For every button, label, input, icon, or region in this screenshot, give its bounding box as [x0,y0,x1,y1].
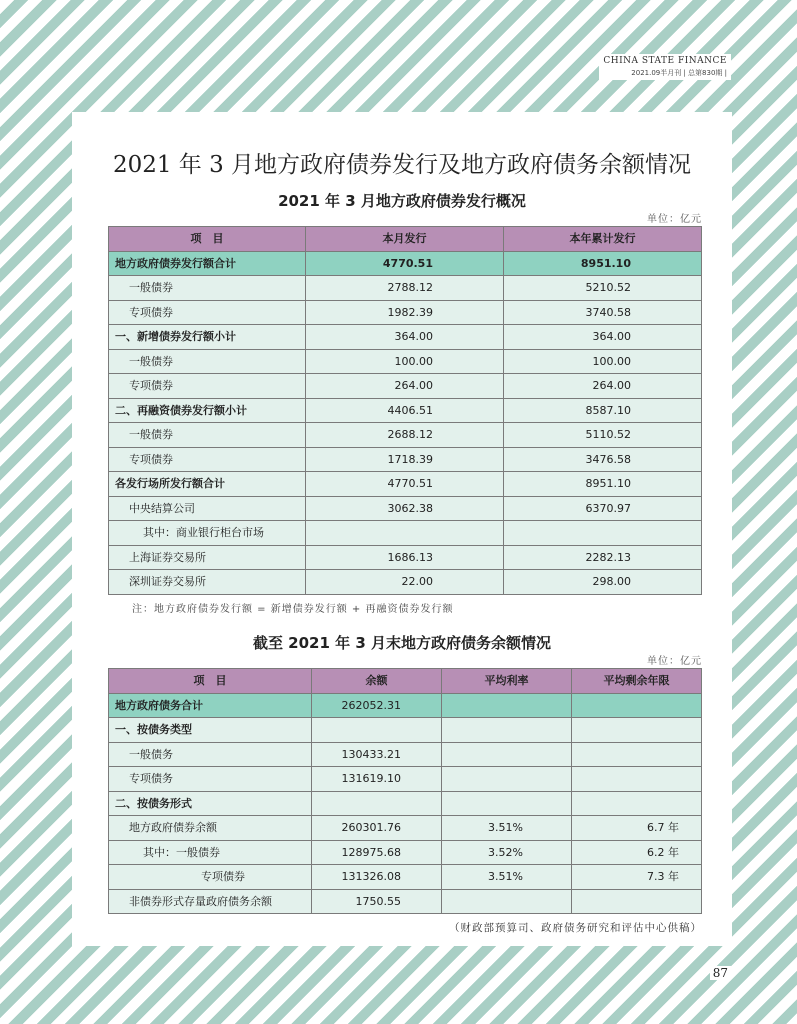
issue-info: 2021.09半月刊 | 总第830期 | [631,69,727,77]
ytd-value: 3740.58 [504,300,702,325]
month-value: 4770.51 [306,472,504,497]
table-header-row [109,669,702,694]
table-row [109,496,702,521]
ytd-value: 5110.52 [504,423,702,448]
years-value [572,791,702,816]
row-label: 专项债券 [109,447,306,472]
row-label: 地方政府债务合计 [109,693,312,718]
table-row [109,349,702,374]
ytd-value: 264.00 [504,374,702,399]
row-label: 专项债券 [109,865,312,890]
month-value: 1718.39 [306,447,504,472]
table1-unit: 单位：亿元 [647,214,702,225]
content-panel [72,112,732,946]
table-row [109,693,702,718]
rate-value: 3.52% [442,840,572,865]
page-title: 2021 年 3 月地方政府债券发行及地方政府债务余额情况 [112,152,692,178]
column-header: 项 目 [109,227,306,252]
row-label: 中央结算公司 [109,496,306,521]
table2-title: 截至 2021 年 3 月末地方政府债务余额情况 [252,634,552,652]
month-value: 364.00 [306,325,504,350]
rate-value [442,791,572,816]
years-value [572,718,702,743]
table-row [109,447,702,472]
table2-unit: 单位：亿元 [647,656,702,667]
table-row [109,816,702,841]
month-value: 264.00 [306,374,504,399]
month-value [306,521,504,546]
row-label: 一般债券 [109,423,306,448]
ytd-value: 364.00 [504,325,702,350]
row-label: 其中：商业银行柜台市场 [109,521,306,546]
table-row [109,521,702,546]
month-value: 100.00 [306,349,504,374]
masthead [599,54,731,80]
table-row [109,251,702,276]
month-value: 22.00 [306,570,504,595]
rate-value [442,889,572,914]
row-label: 专项债券 [109,374,306,399]
ytd-value: 3476.58 [504,447,702,472]
row-label: 一般债券 [109,276,306,301]
row-label: 二、再融资债券发行额小计 [109,398,306,423]
years-value [572,742,702,767]
rate-value [442,718,572,743]
table-row [109,791,702,816]
ytd-value: 8951.10 [504,251,702,276]
rate-value: 3.51% [442,816,572,841]
table-row [109,840,702,865]
ytd-value: 8587.10 [504,398,702,423]
column-header: 余额 [312,669,442,694]
table-row [109,742,702,767]
debt-balance-table [108,668,702,914]
table-row [109,865,702,890]
rate-value [442,693,572,718]
page-number: 87 [710,966,731,980]
balance-value [312,718,442,743]
column-header: 项 目 [109,669,312,694]
row-label: 一般债券 [109,349,306,374]
table-row [109,767,702,792]
row-label: 上海证券交易所 [109,545,306,570]
row-label: 一、新增债券发行额小计 [109,325,306,350]
ytd-value: 6370.97 [504,496,702,521]
column-header: 平均剩余年限 [572,669,702,694]
table-row [109,374,702,399]
row-label: 专项债券 [109,300,306,325]
balance-value: 130433.21 [312,742,442,767]
month-value: 1982.39 [306,300,504,325]
month-value: 1686.13 [306,545,504,570]
table-row [109,300,702,325]
table-header-row [109,227,702,252]
rate-value: 3.51% [442,865,572,890]
table-row [109,398,702,423]
table-row [109,718,702,743]
issuance-table [108,226,702,595]
years-value: 6.7 年 [572,816,702,841]
table-row [109,325,702,350]
years-value: 6.2 年 [572,840,702,865]
month-value: 4406.51 [306,398,504,423]
table-row [109,545,702,570]
month-value: 2688.12 [306,423,504,448]
table-row [109,570,702,595]
years-value [572,767,702,792]
row-label: 一般债务 [109,742,312,767]
ytd-value: 5210.52 [504,276,702,301]
month-value: 4770.51 [306,251,504,276]
column-header: 本年累计发行 [504,227,702,252]
years-value: 7.3 年 [572,865,702,890]
row-label: 地方政府债券余额 [109,816,312,841]
row-label: 专项债务 [109,767,312,792]
balance-value: 131326.08 [312,865,442,890]
table-row [109,276,702,301]
magazine-brand: CHINA STATE FINANCE [603,56,727,66]
row-label: 深圳证券交易所 [109,570,306,595]
column-header: 本月发行 [306,227,504,252]
row-label: 一、按债务类型 [109,718,312,743]
balance-value: 1750.55 [312,889,442,914]
balance-value: 131619.10 [312,767,442,792]
month-value: 3062.38 [306,496,504,521]
balance-value [312,791,442,816]
ytd-value: 100.00 [504,349,702,374]
balance-value: 262052.31 [312,693,442,718]
source-credit: （财政部预算司、政府债务研究和评估中心供稿） [449,922,702,934]
month-value: 2788.12 [306,276,504,301]
table-row [109,472,702,497]
years-value [572,693,702,718]
rate-value [442,767,572,792]
ytd-value [504,521,702,546]
table-row [109,423,702,448]
ytd-value: 298.00 [504,570,702,595]
column-header: 平均利率 [442,669,572,694]
table-row [109,889,702,914]
row-label: 非债券形式存量政府债务余额 [109,889,312,914]
row-label: 其中：一般债券 [109,840,312,865]
table1-title: 2021 年 3 月地方政府债券发行概况 [278,192,526,210]
row-label: 各发行场所发行额合计 [109,472,306,497]
row-label: 二、按债务形式 [109,791,312,816]
ytd-value: 2282.13 [504,545,702,570]
table1-note: 注：地方政府债券发行额 = 新增债券发行额 + 再融资债券发行额 [132,604,454,615]
ytd-value: 8951.10 [504,472,702,497]
balance-value: 128975.68 [312,840,442,865]
rate-value [442,742,572,767]
row-label: 地方政府债券发行额合计 [109,251,306,276]
years-value [572,889,702,914]
balance-value: 260301.76 [312,816,442,841]
